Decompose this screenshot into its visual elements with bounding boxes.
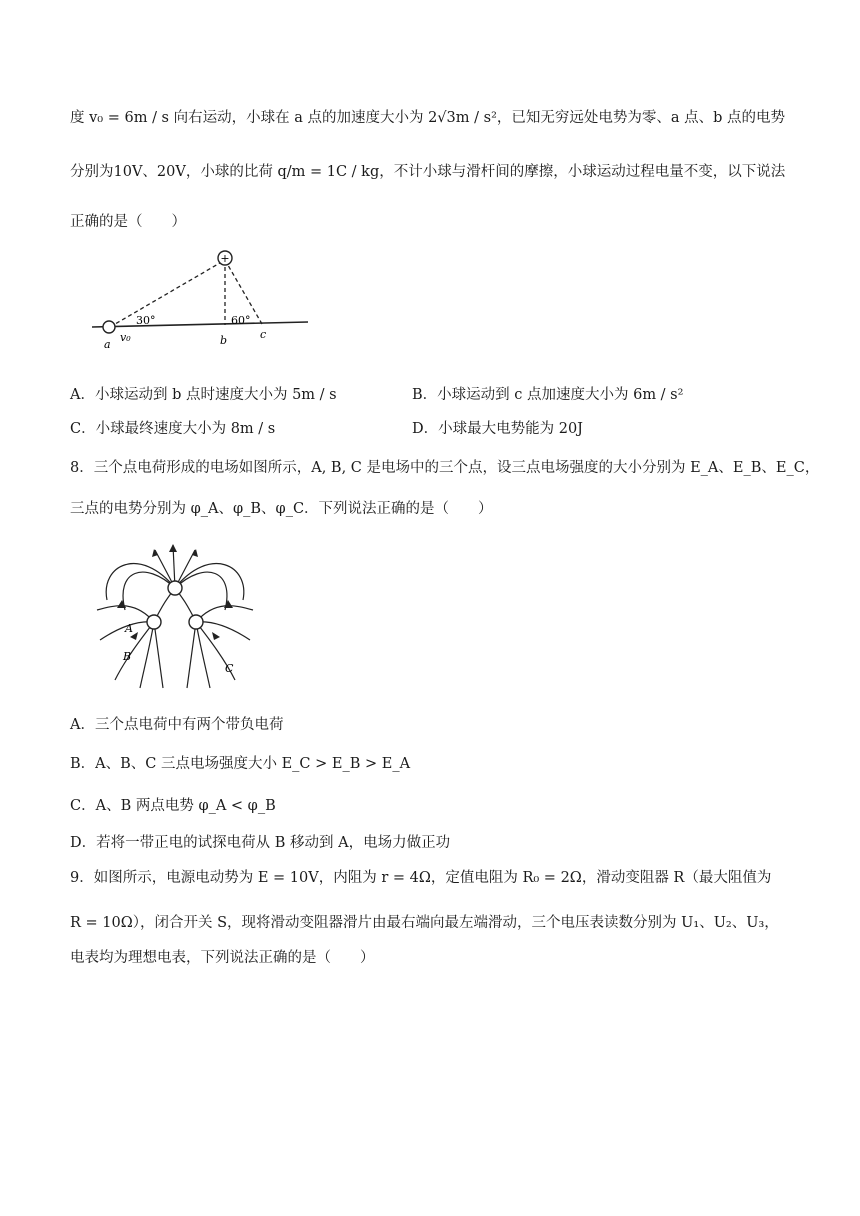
label-a: a [104, 338, 111, 351]
q8-option-c[interactable]: C．A、B 两点电势 φ_A < φ_B [70, 798, 276, 814]
label-point-a: A [125, 622, 133, 635]
q9-text-line-3: 电表均为理想电表，下列说法正确的是（ ） [70, 950, 375, 966]
small-ball [103, 321, 115, 333]
q7-option-b[interactable]: B．小球运动到 c 点加速度大小为 6m / s² [412, 387, 684, 403]
label-c: c [260, 328, 267, 341]
q7-incline-figure [92, 242, 322, 354]
q8-option-d[interactable]: D．若将一带正电的试探电荷从 B 移动到 A，电场力做正功 [70, 835, 451, 851]
angle-30: 30° [136, 314, 156, 327]
q7-text-line-2: 分别为10V、20V，小球的比荷 q/m = 1C / kg，不计小球与滑杆间的摩擦，小球运动过程电量不变，以下说法 [70, 164, 786, 180]
q7-option-c[interactable]: C．小球最终速度大小为 8m / s [70, 421, 276, 437]
q9-text-line-2: R = 10Ω），闭合开关 S，现将滑动变阻器滑片由最右端向最左端滑动，三个电压表读数分别为 U₁、U₂、U₃， [70, 915, 779, 931]
q7-option-a[interactable]: A．小球运动到 b 点时速度大小为 5m / s [70, 387, 337, 403]
charge-left [147, 615, 161, 629]
label-v0: v₀ [120, 331, 131, 344]
q7-option-d[interactable]: D．小球最大电势能为 20J [412, 421, 583, 437]
q8-text-line-1: 8．三个点电荷形成的电场如图所示，A, B, C 是电场中的三个点，设三点电场强度的大小分别为 E_A、E_B、E_C， [70, 460, 820, 476]
charge-right [189, 615, 203, 629]
q7-text-line-3: 正确的是（ ） [70, 214, 186, 230]
label-point-b: B [123, 650, 132, 663]
q8-option-b[interactable]: B．A、B、C 三点电场强度大小 E_C > E_B > E_A [70, 756, 411, 772]
charge-sign: + [220, 252, 230, 265]
label-point-c: C [225, 662, 234, 675]
sliding-rod [92, 322, 308, 327]
q8-option-a[interactable]: A．三个点电荷中有两个带负电荷 [70, 717, 284, 733]
q7-text-line-1: 度 v₀ = 6m / s 向右运动，小球在 a 点的加速度大小为 2√3m / s²，已知无穷远处电势为零、a 点、b 点的电势 [70, 110, 786, 126]
q8-text-line-2: 三点的电势分别为 φ_A、φ_B、φ_C．下列说法正确的是（ ） [70, 501, 493, 517]
charge-top [168, 581, 182, 595]
q8-field-lines-figure [95, 540, 265, 690]
dashed-line-a [110, 260, 225, 327]
label-b: b [220, 334, 228, 347]
q9-text-line-1: 9．如图所示，电源电动势为 E = 10V，内阻为 r = 4Ω，定值电阻为 R₀ = 2Ω，滑动变阻器 R（最大阻值为 [70, 870, 772, 886]
angle-60: 60° [231, 314, 251, 327]
